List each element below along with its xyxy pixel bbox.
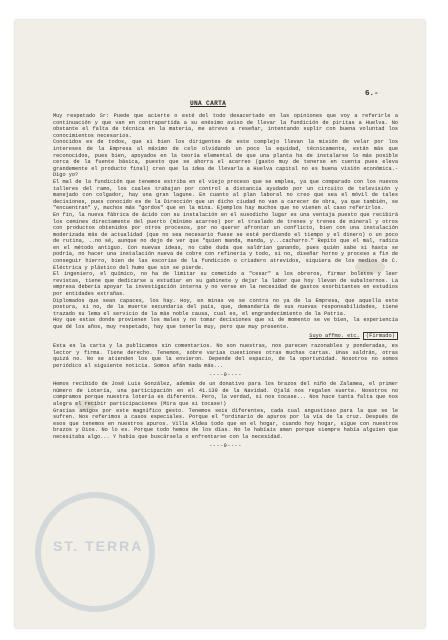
page-number: 6.- bbox=[365, 90, 379, 98]
letter-paragraph: En fin, la nueva fábrica de ácido con su instalación en el susodicho lugar es una ventaja puesto que recibirá los cemines directamente del puerto (mínimo acarreo) por el traslado de trenes y trenes de mineral y otros con productos obtenidos por otros procesos, por no querer afrontar un conflicto, bien con una instalación moderizada más de actualidad (que no sea necesario fuese se esté perdiendo el tiempo y el dinero) o un poco de rutina, ..no sé, aunque no dejo de ver que "quien manda, manda, y...cacharro." Repito que el mal, radica en el método antiguo. Con nuevas ideas, no cabe duda que saldrían ganando, pues quién sabe si hasta se podría, no hacer una instalación nueva de cobre con refinería y todo, si no, diseñar horno y proceso a fin de conseguir hierro, bien de las escorias de la fundición o criadero atrevidos, siquiera de los medios de C. Eléctrica y plástico del humo que sin se pierde. bbox=[53, 211, 398, 271]
signature-line bbox=[53, 332, 398, 341]
closing-text: Suyo affmo. etc. bbox=[309, 332, 360, 339]
signature-box: (Firmado) bbox=[363, 332, 398, 341]
lottery-paragraph: Gracias amigos por este magnífico gesto. Tenemos seis diferentes, cada cual angustioso para la que se le sufren. Nos referimos a casos especiales. Porque el "ordinario de apuros por la vía de la cruz. Después de esos que tenemos en nuestros apuros. Villa Aldea todo que en el hogar, cuando hoy hogar, sigue con nuestros brazos y Dios. No lo es. Porque todo hemos de los días. No le habíais aman porque siempre había alguien que necesitaba algo... Y había que buscársela o enfrentarse con la necesidad. bbox=[53, 407, 398, 440]
document-page bbox=[15, 20, 425, 628]
section-separator: ----0---- bbox=[209, 371, 242, 378]
editorial-response: Esta es la carta y la publicamos sin comentarios. No son nuestras, nos parecen razonables y ponderadas, es lector y firma. Tiene derecho. Tenemos, sobre varias cuestiones otras muchas cartas. Unas saldrán, otras quizá no. No se atienden los que la envieron. Depende del espacio, de la oportunidad. Nosotros no somos periódico al siguiente noticia. Somos afán nada más... bbox=[53, 343, 398, 369]
letter-paragraph: Conocidos es de todos, que si bien los dirigentes de este complejo llevan la misión de velar por los intereses de la Empresa al máximo de celo olvidando un poco la equidad, técnicamente, están más que reconocidos, pues bien, apoyados en la teoría elemental de que una planta ha de instalarse lo más posible cerca de la fuente básica, puesto que se ahorra el acarreo (gasto muy de tenerse en cuenta pues eleva grandemente el producto final) creo que la idea de llevarla a Huelva capital no es buena visión económica.- Digo yo? bbox=[53, 139, 398, 179]
letter-paragraph: Hoy que estas donde provienen los males y no tomar decisiones que si de momento se ve bien, la experiencia que dé los años, muy respetado, hay que tenerla muy, pero que muy presente. bbox=[53, 317, 398, 330]
lottery-paragraph: Hemos recibido de José Luis González, además de un donativo para los brazos del niño de Zalamea, el primer número de Lotería, una participación en el 41.139 de la Navidad. Ojalá nos regalen suerte. Nosotros no compramos porque nuestra lotería es diferente. Pero, la verdad, si nos tocase... Nos hace tanta falta que nos alegra el recibir participaciones (Mira que si tocase!) bbox=[53, 381, 398, 407]
article-title: UNA CARTA bbox=[190, 100, 227, 107]
letter-paragraph: El mal de la fundición que tenemos estriba en el viejo proceso que se emplea, ya que comparado con los nuevos talleres del ramo, los cuales trabajan por control a distancia ayudado por un circuito de televisión y manejado con colgador, hay una gran lagune. En cuanto al plan laboral no creo que sea el móvil de tales decisiones, pues conocido es de la Dirección que un dicho ciudad no van a carecer de obra, ya que también, se "encuentran" y, muchos más "gordos" que en la mina. Ejemplos hay muchos que no vienen al caso referirlos. bbox=[53, 178, 398, 212]
letter-paragraph: Muy respetado Sr: Puede que acierte o esté del todo desacertado en las opiniones que voy a referirle a continuación y que van en contrapartida a su enésimo aviso de llevar la fundición de piritas a Huelva. No obstante el falta de técnica en la materia, me atrevo a reseñar, intentando suplir con buena voluntad los conocimientos necesarios. bbox=[53, 113, 398, 139]
stamp-text: ST. TERRA bbox=[53, 538, 144, 554]
section-separator: ----0---- bbox=[209, 442, 242, 449]
article-body bbox=[53, 113, 398, 452]
letter-paragraph: Diplomados que sean capaces, los hay. Hoy, en minas ve se contra no ya de la Empresa, que aquella este postura, si no, de la muerte secundaria del país, que, demandaría de sus nuevas responsabilidades, tiene trazado su lema el servicio de la más noble causa, cual es, el engrandecimiento de la Patria. bbox=[53, 297, 398, 317]
letter-paragraph: El ingeniero, el químico, no ha de limitar su cometido a "cesar" a los obreros, firmar boletos y leer revistas, tiene que dedicarse a estudiar en su gabinete y dejar la labor que hoy llevan de subalternos. La empresa debería apoyar la investigación interna y no verse en la necesidad de gastos exorbitantes en estudios por entidades extrañas. bbox=[53, 271, 398, 298]
